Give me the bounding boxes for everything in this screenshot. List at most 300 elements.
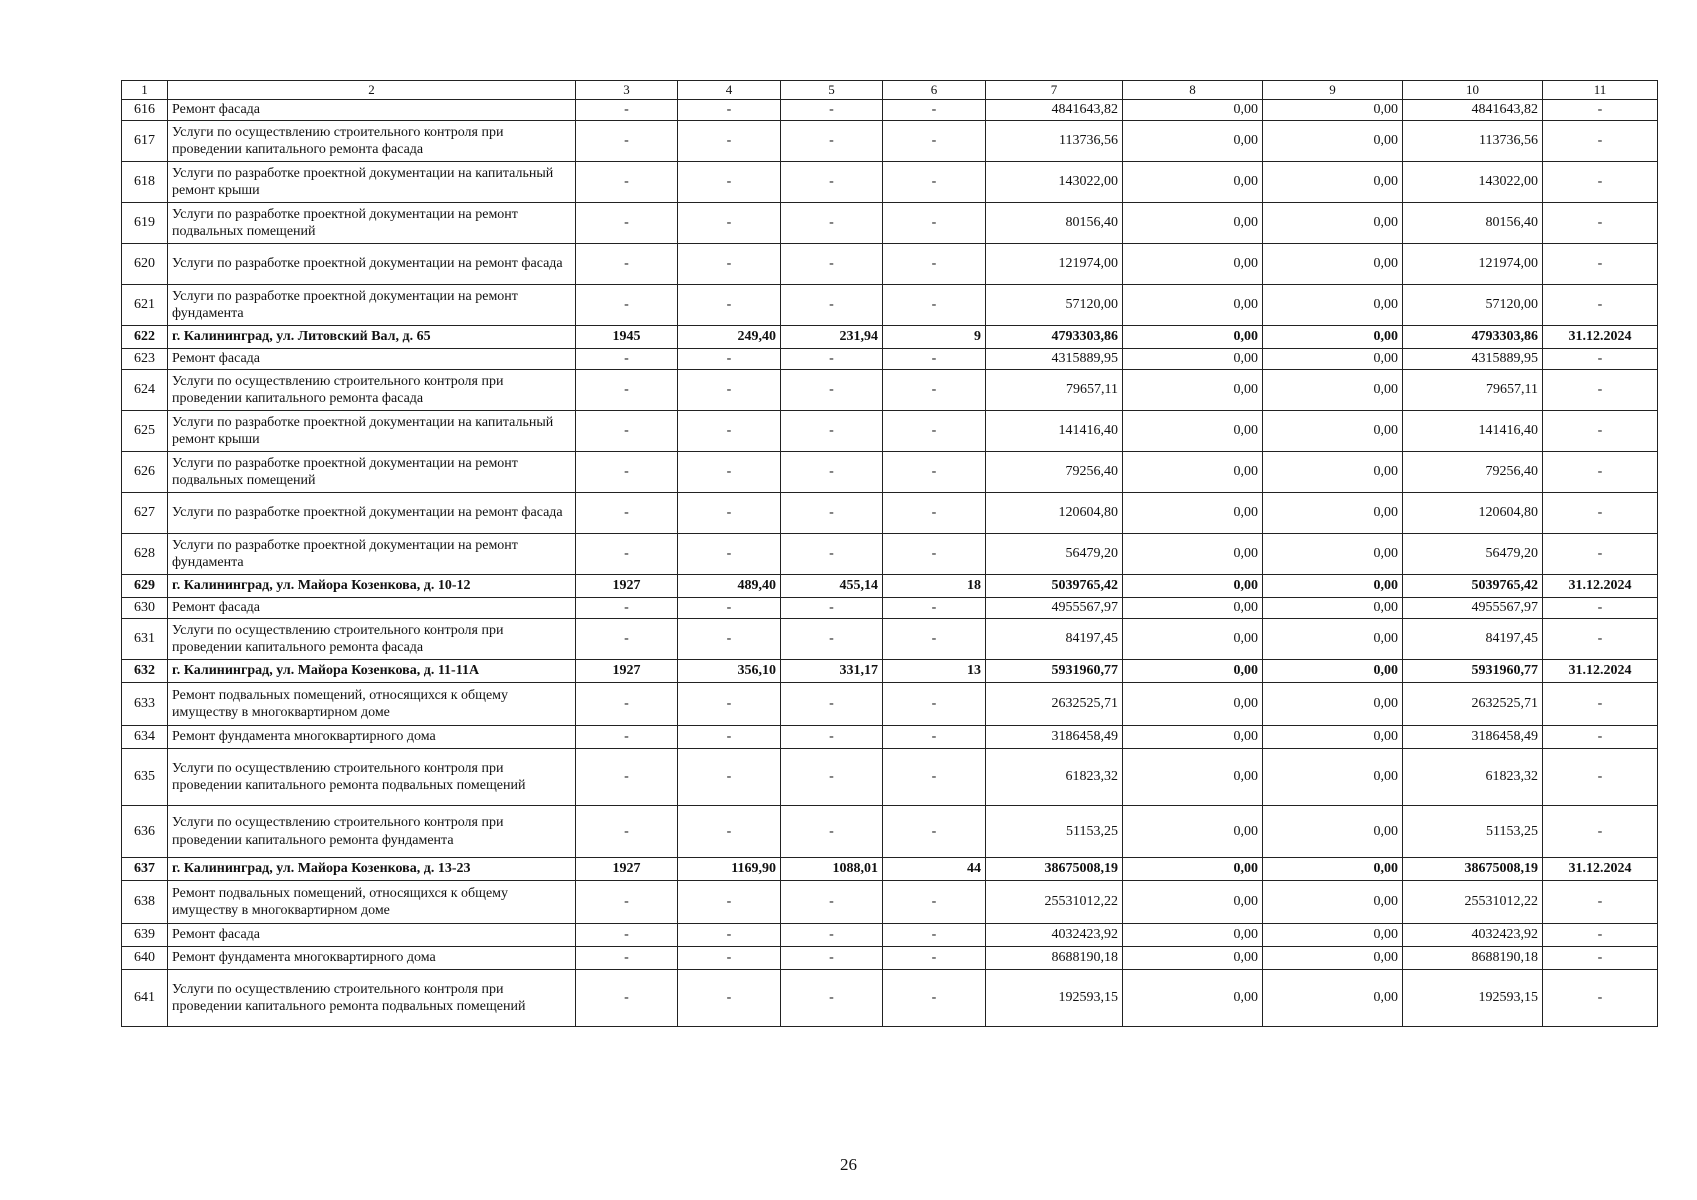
- work-name-cell: Ремонт фундамента многоквартирного дома: [168, 726, 576, 749]
- work-name-cell: Услуги по осуществлению строительного контроля при проведении капитального ремонта подвальных помещений: [168, 970, 576, 1027]
- residents-cell: -: [883, 806, 986, 858]
- table-row: [122, 493, 1658, 534]
- cost-col9-cell: 0,00: [1263, 575, 1403, 598]
- cost-col8-cell: 0,00: [1123, 619, 1263, 660]
- column-header: 7: [986, 81, 1123, 100]
- year-cell: 1927: [576, 858, 678, 881]
- total-cost-cell: 61823,32: [986, 749, 1123, 806]
- cost-col10-cell: 113736,56: [1403, 121, 1543, 162]
- total-area-cell: 249,40: [678, 326, 781, 349]
- row-number-cell: 618: [122, 162, 168, 203]
- total-cost-cell: 2632525,71: [986, 683, 1123, 726]
- work-name-cell: Ремонт подвальных помещений, относящихся к общему имуществу в многоквартирном доме: [168, 881, 576, 924]
- work-name-cell: Услуги по разработке проектной документации на капитальный ремонт крыши: [168, 162, 576, 203]
- residents-cell: -: [883, 749, 986, 806]
- cost-col9-cell: 0,00: [1263, 326, 1403, 349]
- table-row: [122, 203, 1658, 244]
- cost-col9-cell: 0,00: [1263, 970, 1403, 1027]
- residents-cell: -: [883, 162, 986, 203]
- residents-cell: -: [883, 100, 986, 121]
- row-number-cell: 641: [122, 970, 168, 1027]
- residents-cell: -: [883, 683, 986, 726]
- total-cost-cell: 4955567,97: [986, 598, 1123, 619]
- completion-date-cell: -: [1543, 162, 1658, 203]
- row-number-cell: 629: [122, 575, 168, 598]
- total-cost-cell: 57120,00: [986, 285, 1123, 326]
- completion-date-cell: -: [1543, 924, 1658, 947]
- table-row: [122, 749, 1658, 806]
- living-area-cell: -: [781, 924, 883, 947]
- table-row: [122, 947, 1658, 970]
- completion-date-cell: -: [1543, 881, 1658, 924]
- total-area-cell: -: [678, 493, 781, 534]
- table-row: [122, 411, 1658, 452]
- residents-cell: -: [883, 924, 986, 947]
- column-header: 3: [576, 81, 678, 100]
- total-cost-cell: 121974,00: [986, 244, 1123, 285]
- year-cell: 1945: [576, 326, 678, 349]
- work-name-cell: Услуги по разработке проектной документации на ремонт подвальных помещений: [168, 203, 576, 244]
- residents-cell: -: [883, 598, 986, 619]
- year-cell: -: [576, 285, 678, 326]
- completion-date-cell: -: [1543, 749, 1658, 806]
- total-cost-cell: 4315889,95: [986, 349, 1123, 370]
- residents-cell: 18: [883, 575, 986, 598]
- work-name-cell: Услуги по разработке проектной документации на ремонт подвальных помещений: [168, 452, 576, 493]
- living-area-cell: -: [781, 806, 883, 858]
- row-number-cell: 636: [122, 806, 168, 858]
- total-cost-cell: 80156,40: [986, 203, 1123, 244]
- column-header: 11: [1543, 81, 1658, 100]
- table-row: [122, 452, 1658, 493]
- address-row: [122, 858, 1658, 881]
- living-area-cell: -: [781, 244, 883, 285]
- total-cost-cell: 51153,25: [986, 806, 1123, 858]
- address-row: [122, 326, 1658, 349]
- living-area-cell: -: [781, 619, 883, 660]
- residents-cell: -: [883, 493, 986, 534]
- year-cell: -: [576, 881, 678, 924]
- table-row: [122, 370, 1658, 411]
- row-number-cell: 628: [122, 534, 168, 575]
- total-area-cell: -: [678, 881, 781, 924]
- living-area-cell: -: [781, 749, 883, 806]
- row-number-cell: 625: [122, 411, 168, 452]
- table-row: [122, 726, 1658, 749]
- work-name-cell: Услуги по осуществлению строительного контроля при проведении капитального ремонта фасада: [168, 121, 576, 162]
- living-area-cell: -: [781, 598, 883, 619]
- residents-cell: -: [883, 411, 986, 452]
- living-area-cell: -: [781, 493, 883, 534]
- total-area-cell: -: [678, 162, 781, 203]
- year-cell: -: [576, 349, 678, 370]
- cost-col10-cell: 38675008,19: [1403, 858, 1543, 881]
- address-row: [122, 575, 1658, 598]
- cost-col8-cell: 0,00: [1123, 947, 1263, 970]
- living-area-cell: -: [781, 349, 883, 370]
- row-number-cell: 617: [122, 121, 168, 162]
- year-cell: -: [576, 970, 678, 1027]
- residents-cell: -: [883, 244, 986, 285]
- total-cost-cell: 56479,20: [986, 534, 1123, 575]
- total-area-cell: -: [678, 947, 781, 970]
- work-name-cell: Ремонт фасада: [168, 598, 576, 619]
- cost-col9-cell: 0,00: [1263, 203, 1403, 244]
- living-area-cell: 331,17: [781, 660, 883, 683]
- total-cost-cell: 25531012,22: [986, 881, 1123, 924]
- cost-col10-cell: 3186458,49: [1403, 726, 1543, 749]
- cost-col8-cell: 0,00: [1123, 285, 1263, 326]
- residents-cell: -: [883, 534, 986, 575]
- table-row: [122, 683, 1658, 726]
- cost-col8-cell: 0,00: [1123, 411, 1263, 452]
- living-area-cell: 455,14: [781, 575, 883, 598]
- total-area-cell: -: [678, 203, 781, 244]
- total-cost-cell: 4841643,82: [986, 100, 1123, 121]
- living-area-cell: -: [781, 881, 883, 924]
- total-area-cell: -: [678, 534, 781, 575]
- cost-col9-cell: 0,00: [1263, 493, 1403, 534]
- residents-cell: -: [883, 619, 986, 660]
- living-area-cell: 231,94: [781, 326, 883, 349]
- table-row: [122, 970, 1658, 1027]
- cost-col10-cell: 4315889,95: [1403, 349, 1543, 370]
- column-number-header-row: [122, 81, 1658, 100]
- residents-cell: -: [883, 452, 986, 493]
- work-name-cell: Услуги по осуществлению строительного контроля при проведении капитального ремонта подвальных помещений: [168, 749, 576, 806]
- living-area-cell: -: [781, 683, 883, 726]
- year-cell: -: [576, 411, 678, 452]
- total-area-cell: 1169,90: [678, 858, 781, 881]
- completion-date-cell: -: [1543, 370, 1658, 411]
- year-cell: -: [576, 493, 678, 534]
- table-row: [122, 285, 1658, 326]
- living-area-cell: -: [781, 203, 883, 244]
- work-name-cell: Услуги по осуществлению строительного контроля при проведении капитального ремонта фундамента: [168, 806, 576, 858]
- total-area-cell: -: [678, 806, 781, 858]
- cost-col9-cell: 0,00: [1263, 924, 1403, 947]
- total-area-cell: -: [678, 121, 781, 162]
- total-cost-cell: 84197,45: [986, 619, 1123, 660]
- row-number-cell: 635: [122, 749, 168, 806]
- year-cell: -: [576, 100, 678, 121]
- cost-col10-cell: 5931960,77: [1403, 660, 1543, 683]
- cost-col9-cell: 0,00: [1263, 100, 1403, 121]
- cost-col9-cell: 0,00: [1263, 121, 1403, 162]
- row-number-cell: 637: [122, 858, 168, 881]
- completion-date-cell: -: [1543, 285, 1658, 326]
- cost-col10-cell: 4841643,82: [1403, 100, 1543, 121]
- cost-col10-cell: 56479,20: [1403, 534, 1543, 575]
- column-header: 5: [781, 81, 883, 100]
- column-header: 6: [883, 81, 986, 100]
- total-cost-cell: 141416,40: [986, 411, 1123, 452]
- completion-date-cell: -: [1543, 244, 1658, 285]
- living-area-cell: -: [781, 534, 883, 575]
- year-cell: -: [576, 598, 678, 619]
- cost-col8-cell: 0,00: [1123, 493, 1263, 534]
- cost-col10-cell: 79657,11: [1403, 370, 1543, 411]
- living-area-cell: -: [781, 370, 883, 411]
- residents-cell: -: [883, 285, 986, 326]
- table-row: [122, 100, 1658, 121]
- work-name-cell: Услуги по осуществлению строительного контроля при проведении капитального ремонта фасада: [168, 619, 576, 660]
- table-row: [122, 534, 1658, 575]
- residents-cell: -: [883, 370, 986, 411]
- table-row: [122, 244, 1658, 285]
- cost-col9-cell: 0,00: [1263, 806, 1403, 858]
- total-area-cell: -: [678, 683, 781, 726]
- cost-col8-cell: 0,00: [1123, 534, 1263, 575]
- completion-date-cell: -: [1543, 121, 1658, 162]
- living-area-cell: 1088,01: [781, 858, 883, 881]
- residents-cell: -: [883, 726, 986, 749]
- residents-cell: 44: [883, 858, 986, 881]
- cost-col10-cell: 192593,15: [1403, 970, 1543, 1027]
- total-cost-cell: 79657,11: [986, 370, 1123, 411]
- completion-date-cell: -: [1543, 619, 1658, 660]
- page-number: 26: [840, 1155, 857, 1174]
- total-area-cell: 356,10: [678, 660, 781, 683]
- row-number-cell: 633: [122, 683, 168, 726]
- cost-col9-cell: 0,00: [1263, 749, 1403, 806]
- cost-col9-cell: 0,00: [1263, 660, 1403, 683]
- completion-date-cell: -: [1543, 349, 1658, 370]
- living-area-cell: -: [781, 121, 883, 162]
- completion-date-cell: -: [1543, 726, 1658, 749]
- cost-col8-cell: 0,00: [1123, 924, 1263, 947]
- living-area-cell: -: [781, 285, 883, 326]
- cost-col8-cell: 0,00: [1123, 749, 1263, 806]
- cost-col9-cell: 0,00: [1263, 947, 1403, 970]
- living-area-cell: -: [781, 947, 883, 970]
- cost-col9-cell: 0,00: [1263, 858, 1403, 881]
- total-area-cell: -: [678, 970, 781, 1027]
- total-cost-cell: 4793303,86: [986, 326, 1123, 349]
- work-name-cell: Ремонт фасада: [168, 924, 576, 947]
- table-row: [122, 598, 1658, 619]
- year-cell: -: [576, 244, 678, 285]
- completion-date-cell: -: [1543, 493, 1658, 534]
- work-name-cell: Ремонт фасада: [168, 349, 576, 370]
- row-number-cell: 623: [122, 349, 168, 370]
- repair-program-table: [121, 80, 1658, 1027]
- cost-col9-cell: 0,00: [1263, 683, 1403, 726]
- table-row: [122, 806, 1658, 858]
- cost-col9-cell: 0,00: [1263, 452, 1403, 493]
- residents-cell: 13: [883, 660, 986, 683]
- cost-col8-cell: 0,00: [1123, 806, 1263, 858]
- table-row: [122, 924, 1658, 947]
- total-cost-cell: 5931960,77: [986, 660, 1123, 683]
- total-cost-cell: 120604,80: [986, 493, 1123, 534]
- work-name-cell: Услуги по осуществлению строительного контроля при проведении капитального ремонта фасада: [168, 370, 576, 411]
- cost-col8-cell: 0,00: [1123, 881, 1263, 924]
- year-cell: -: [576, 749, 678, 806]
- total-cost-cell: 143022,00: [986, 162, 1123, 203]
- total-area-cell: -: [678, 598, 781, 619]
- total-area-cell: -: [678, 411, 781, 452]
- total-cost-cell: 3186458,49: [986, 726, 1123, 749]
- completion-date-cell: -: [1543, 683, 1658, 726]
- cost-col8-cell: 0,00: [1123, 326, 1263, 349]
- cost-col8-cell: 0,00: [1123, 683, 1263, 726]
- table-row: [122, 881, 1658, 924]
- cost-col10-cell: 25531012,22: [1403, 881, 1543, 924]
- cost-col8-cell: 0,00: [1123, 121, 1263, 162]
- total-cost-cell: 4032423,92: [986, 924, 1123, 947]
- total-area-cell: -: [678, 619, 781, 660]
- year-cell: -: [576, 162, 678, 203]
- table-row: [122, 619, 1658, 660]
- year-cell: -: [576, 534, 678, 575]
- table-row: [122, 121, 1658, 162]
- cost-col9-cell: 0,00: [1263, 370, 1403, 411]
- residents-cell: -: [883, 349, 986, 370]
- cost-col8-cell: 0,00: [1123, 162, 1263, 203]
- total-cost-cell: 113736,56: [986, 121, 1123, 162]
- living-area-cell: -: [781, 162, 883, 203]
- cost-col8-cell: 0,00: [1123, 349, 1263, 370]
- year-cell: -: [576, 121, 678, 162]
- total-cost-cell: 79256,40: [986, 452, 1123, 493]
- cost-col8-cell: 0,00: [1123, 858, 1263, 881]
- year-cell: -: [576, 726, 678, 749]
- residents-cell: -: [883, 121, 986, 162]
- year-cell: -: [576, 619, 678, 660]
- total-cost-cell: 38675008,19: [986, 858, 1123, 881]
- cost-col10-cell: 4032423,92: [1403, 924, 1543, 947]
- residents-cell: -: [883, 947, 986, 970]
- residents-cell: -: [883, 203, 986, 244]
- living-area-cell: -: [781, 411, 883, 452]
- cost-col9-cell: 0,00: [1263, 411, 1403, 452]
- completion-date-cell: -: [1543, 970, 1658, 1027]
- living-area-cell: -: [781, 452, 883, 493]
- row-number-cell: 638: [122, 881, 168, 924]
- cost-col10-cell: 4955567,97: [1403, 598, 1543, 619]
- cost-col9-cell: 0,00: [1263, 619, 1403, 660]
- cost-col9-cell: 0,00: [1263, 285, 1403, 326]
- completion-date-cell: -: [1543, 452, 1658, 493]
- total-area-cell: -: [678, 924, 781, 947]
- row-number-cell: 619: [122, 203, 168, 244]
- cost-col10-cell: 79256,40: [1403, 452, 1543, 493]
- completion-date-cell: -: [1543, 534, 1658, 575]
- cost-col10-cell: 61823,32: [1403, 749, 1543, 806]
- table-row: [122, 349, 1658, 370]
- row-number-cell: 640: [122, 947, 168, 970]
- cost-col10-cell: 121974,00: [1403, 244, 1543, 285]
- cost-col9-cell: 0,00: [1263, 881, 1403, 924]
- column-header: 2: [168, 81, 576, 100]
- cost-col10-cell: 141416,40: [1403, 411, 1543, 452]
- cost-col9-cell: 0,00: [1263, 349, 1403, 370]
- cost-col10-cell: 57120,00: [1403, 285, 1543, 326]
- work-name-cell: Услуги по разработке проектной документации на ремонт фундамента: [168, 534, 576, 575]
- completion-date-cell: 31.12.2024: [1543, 575, 1658, 598]
- column-header: 4: [678, 81, 781, 100]
- year-cell: -: [576, 683, 678, 726]
- total-area-cell: -: [678, 285, 781, 326]
- cost-col8-cell: 0,00: [1123, 970, 1263, 1027]
- row-number-cell: 632: [122, 660, 168, 683]
- cost-col9-cell: 0,00: [1263, 726, 1403, 749]
- column-header: 1: [122, 81, 168, 100]
- year-cell: 1927: [576, 660, 678, 683]
- residents-cell: 9: [883, 326, 986, 349]
- year-cell: -: [576, 203, 678, 244]
- row-number-cell: 627: [122, 493, 168, 534]
- completion-date-cell: -: [1543, 947, 1658, 970]
- row-number-cell: 630: [122, 598, 168, 619]
- work-name-cell: Ремонт подвальных помещений, относящихся к общему имуществу в многоквартирном доме: [168, 683, 576, 726]
- cost-col9-cell: 0,00: [1263, 162, 1403, 203]
- cost-col9-cell: 0,00: [1263, 534, 1403, 575]
- address-row: [122, 660, 1658, 683]
- work-name-cell: Ремонт фасада: [168, 100, 576, 121]
- living-area-cell: -: [781, 970, 883, 1027]
- total-area-cell: -: [678, 726, 781, 749]
- total-area-cell: -: [678, 244, 781, 285]
- cost-col9-cell: 0,00: [1263, 244, 1403, 285]
- row-number-cell: 626: [122, 452, 168, 493]
- row-number-cell: 631: [122, 619, 168, 660]
- year-cell: -: [576, 947, 678, 970]
- table-row: [122, 162, 1658, 203]
- living-area-cell: -: [781, 100, 883, 121]
- cost-col8-cell: 0,00: [1123, 452, 1263, 493]
- cost-col10-cell: 80156,40: [1403, 203, 1543, 244]
- completion-date-cell: 31.12.2024: [1543, 660, 1658, 683]
- cost-col8-cell: 0,00: [1123, 100, 1263, 121]
- work-name-cell: Услуги по разработке проектной документации на ремонт фасада: [168, 244, 576, 285]
- total-cost-cell: 5039765,42: [986, 575, 1123, 598]
- cost-col8-cell: 0,00: [1123, 726, 1263, 749]
- work-name-cell: г. Калининград, ул. Майора Козенкова, д. 10-12: [168, 575, 576, 598]
- year-cell: -: [576, 924, 678, 947]
- row-number-cell: 622: [122, 326, 168, 349]
- row-number-cell: 634: [122, 726, 168, 749]
- completion-date-cell: -: [1543, 598, 1658, 619]
- cost-col10-cell: 84197,45: [1403, 619, 1543, 660]
- row-number-cell: 621: [122, 285, 168, 326]
- row-number-cell: 624: [122, 370, 168, 411]
- work-name-cell: Услуги по разработке проектной документации на ремонт фундамента: [168, 285, 576, 326]
- completion-date-cell: -: [1543, 100, 1658, 121]
- residents-cell: -: [883, 881, 986, 924]
- cost-col10-cell: 143022,00: [1403, 162, 1543, 203]
- cost-col10-cell: 4793303,86: [1403, 326, 1543, 349]
- row-number-cell: 616: [122, 100, 168, 121]
- year-cell: -: [576, 452, 678, 493]
- column-header: 8: [1123, 81, 1263, 100]
- total-area-cell: -: [678, 452, 781, 493]
- year-cell: -: [576, 806, 678, 858]
- work-name-cell: Услуги по разработке проектной документации на капитальный ремонт крыши: [168, 411, 576, 452]
- cost-col9-cell: 0,00: [1263, 598, 1403, 619]
- column-header: 9: [1263, 81, 1403, 100]
- cost-col8-cell: 0,00: [1123, 575, 1263, 598]
- completion-date-cell: 31.12.2024: [1543, 858, 1658, 881]
- work-name-cell: Услуги по разработке проектной документации на ремонт фасада: [168, 493, 576, 534]
- total-area-cell: -: [678, 349, 781, 370]
- cost-col10-cell: 120604,80: [1403, 493, 1543, 534]
- total-cost-cell: 192593,15: [986, 970, 1123, 1027]
- cost-col10-cell: 8688190,18: [1403, 947, 1543, 970]
- row-number-cell: 639: [122, 924, 168, 947]
- cost-col8-cell: 0,00: [1123, 370, 1263, 411]
